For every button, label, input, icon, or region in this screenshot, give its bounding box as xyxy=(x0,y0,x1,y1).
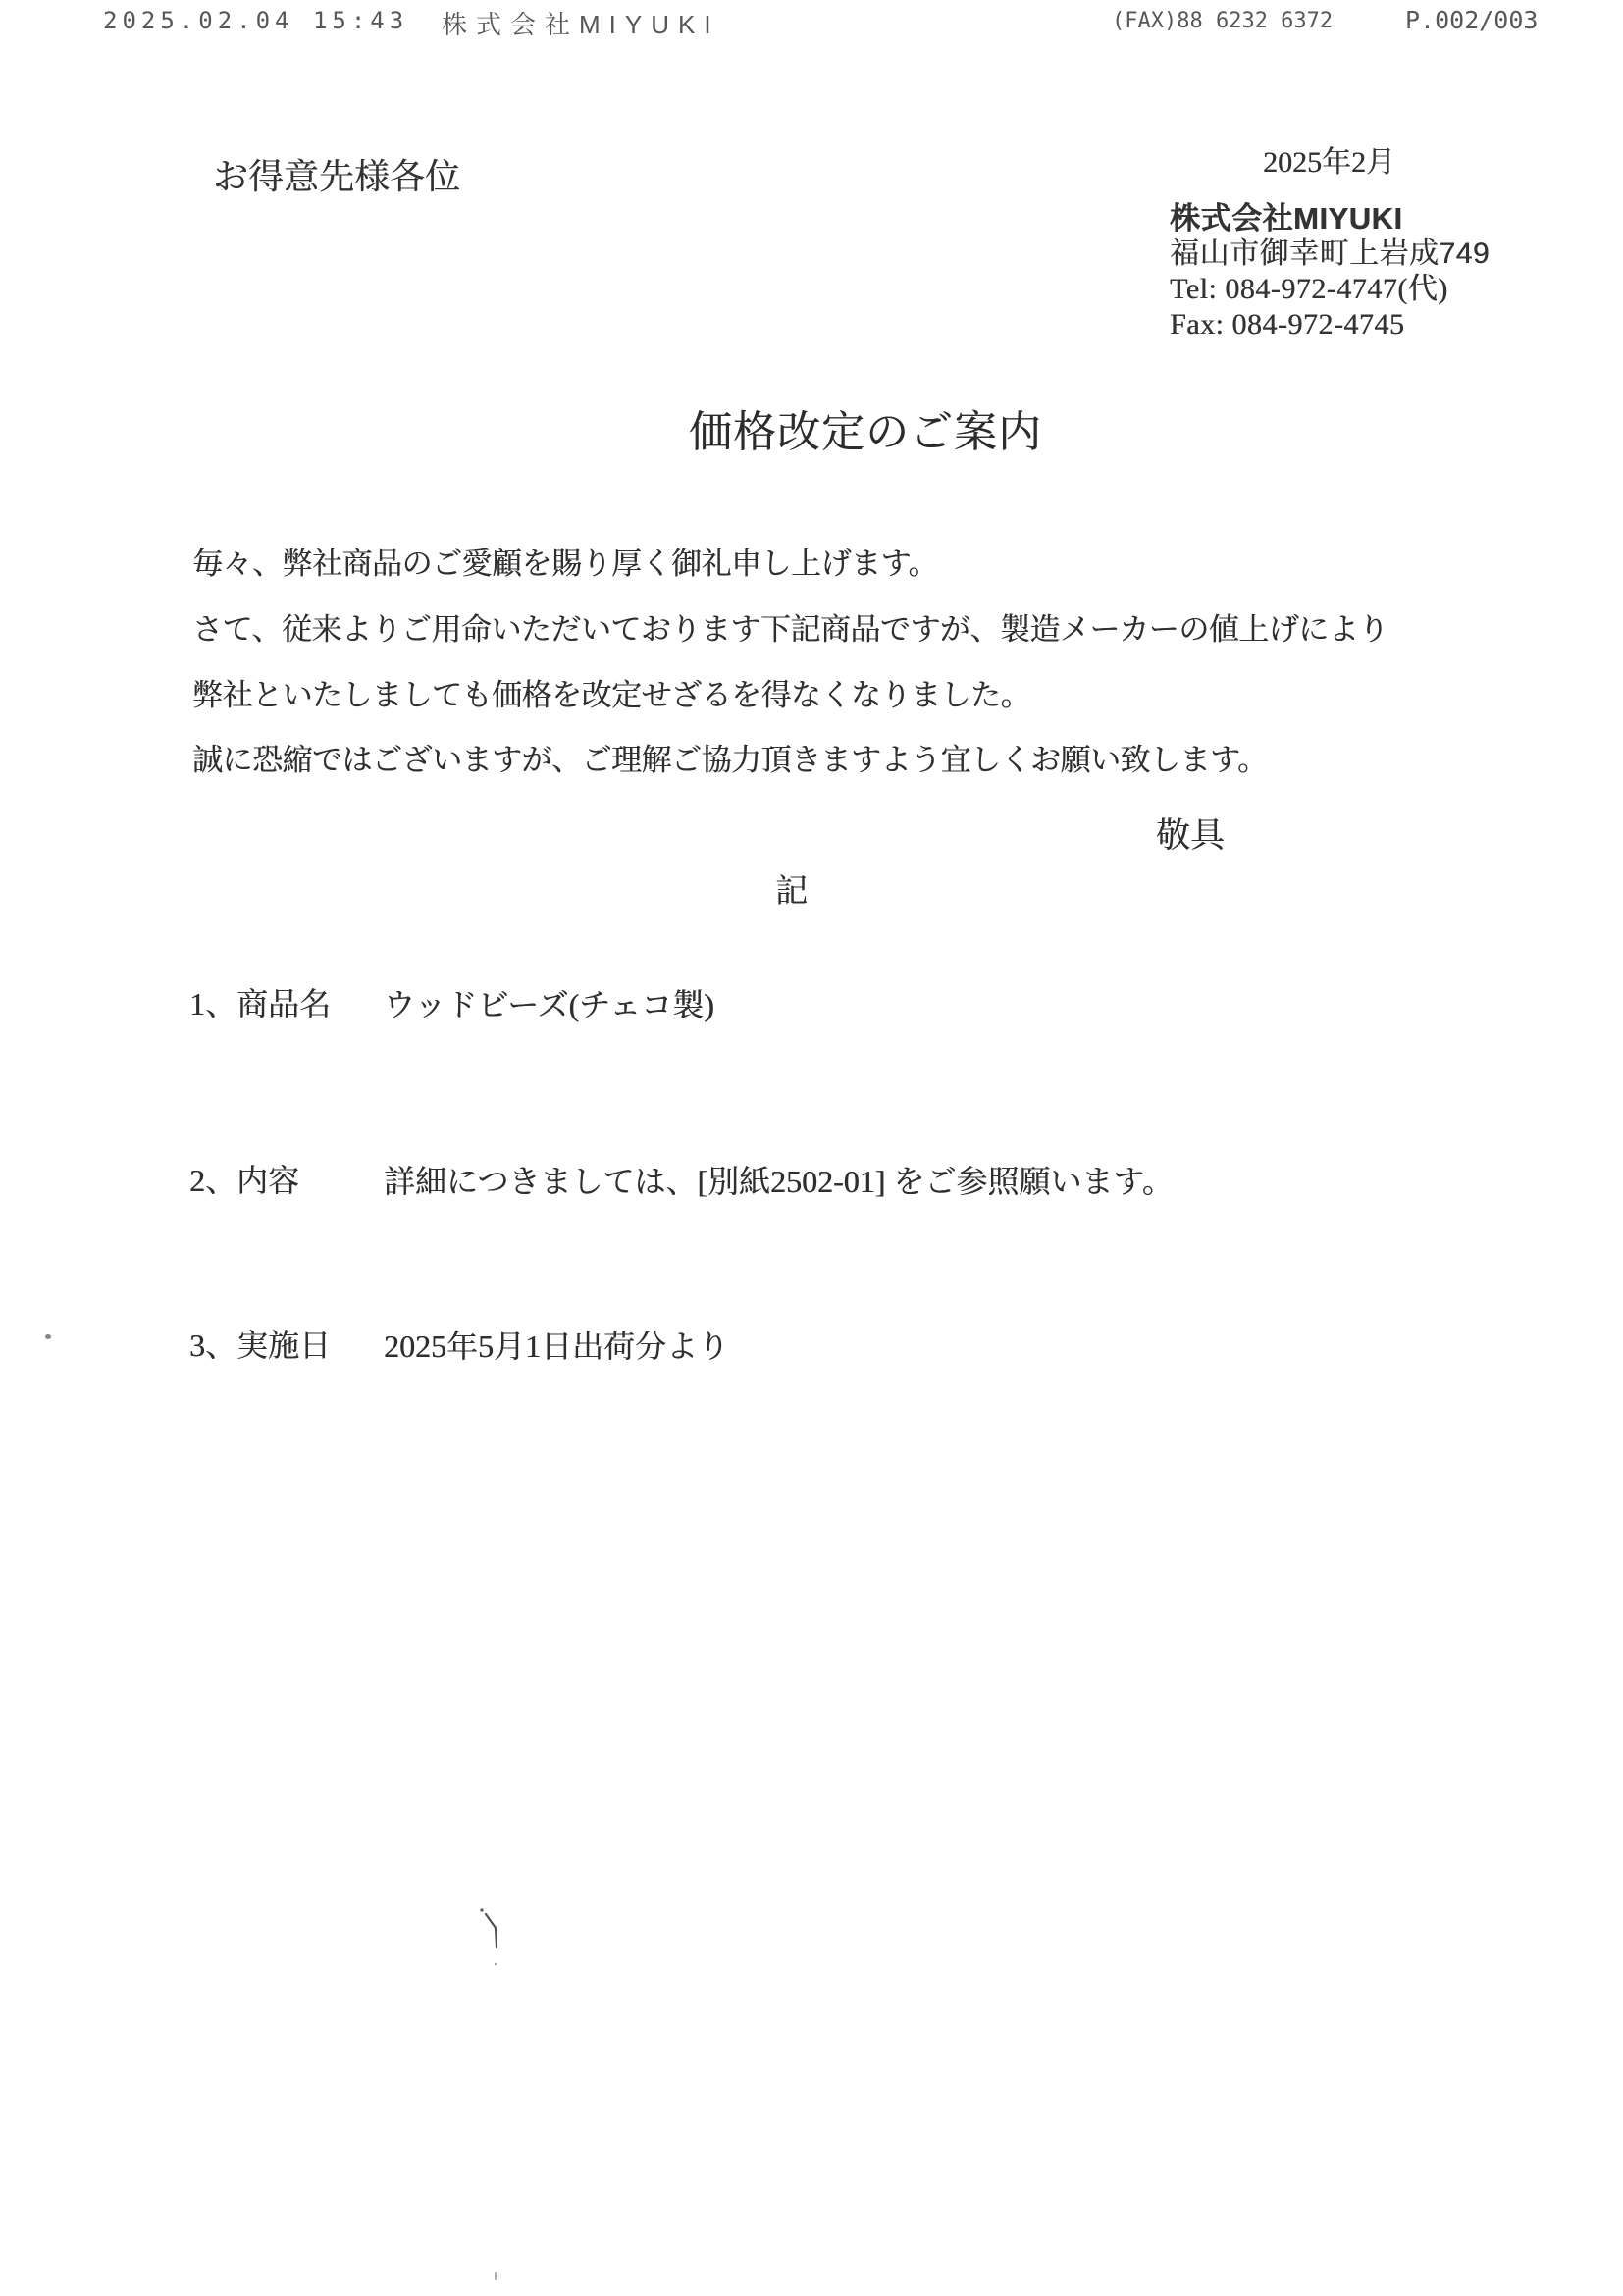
document-title: 価格改定のご案内 xyxy=(689,408,1042,456)
item-label: 3、実施日 xyxy=(189,1328,332,1363)
company-tel: Tel: 084-972-4747(代) xyxy=(1170,273,1448,305)
body-line-1: 毎々、弊社商品のご愛顧を賜り厚く御礼申し上げます。 xyxy=(192,547,939,581)
fax-header-fax-number-fragment: (FAX)88 6232 6372 xyxy=(1112,9,1334,33)
body-line-2: さて、従来よりご用命いただいております下記商品ですが、製造メーカーの値上げにより xyxy=(192,612,1388,647)
body-line-4: 誠に恐縮ではございますが、ご理解ご協力頂きますよう宜しくお願い致します。 xyxy=(192,743,1268,777)
document-date: 2025年2月 xyxy=(1263,146,1395,179)
item-details xyxy=(189,1156,1174,1201)
body-line-3: 弊社といたしましても価格を改定せざるを得なくなりました。 xyxy=(192,678,1030,712)
item-effective-date xyxy=(189,1321,730,1366)
fax-header-sender-fragment: 株式会社MIYUKI xyxy=(442,10,720,39)
item-product-name xyxy=(189,979,714,1024)
item-label: 1、商品名 xyxy=(189,986,332,1021)
fax-header-page-fragment: P.002/003 xyxy=(1405,6,1539,34)
scan-speck-dot xyxy=(45,1334,51,1339)
item-value: ウッドビーズ(チェコ製) xyxy=(384,987,714,1022)
addressee: お得意先様各位 xyxy=(213,157,461,196)
company-name: 株式会社MIYUKI xyxy=(1170,201,1403,235)
item-label: 2、内容 xyxy=(189,1163,300,1198)
scan-speck-bottom xyxy=(495,2272,497,2280)
fax-header-timestamp-fragment: 2025.02.04 15:43 xyxy=(103,7,409,34)
sender-block xyxy=(1170,201,1490,342)
closing-keigu: 敬具 xyxy=(1156,816,1226,855)
company-fax: Fax: 084-972-4745 xyxy=(1170,308,1405,340)
item-value: 2025年5月1日出荷分より xyxy=(384,1329,730,1364)
item-value: 詳細につきましては、[別紙2502-01] をご参照願います。 xyxy=(384,1164,1174,1199)
company-address: 福山市御幸町上岩成749 xyxy=(1170,237,1491,270)
stray-pen-mark xyxy=(466,1902,509,1970)
record-marker-ki: 記 xyxy=(775,874,808,910)
